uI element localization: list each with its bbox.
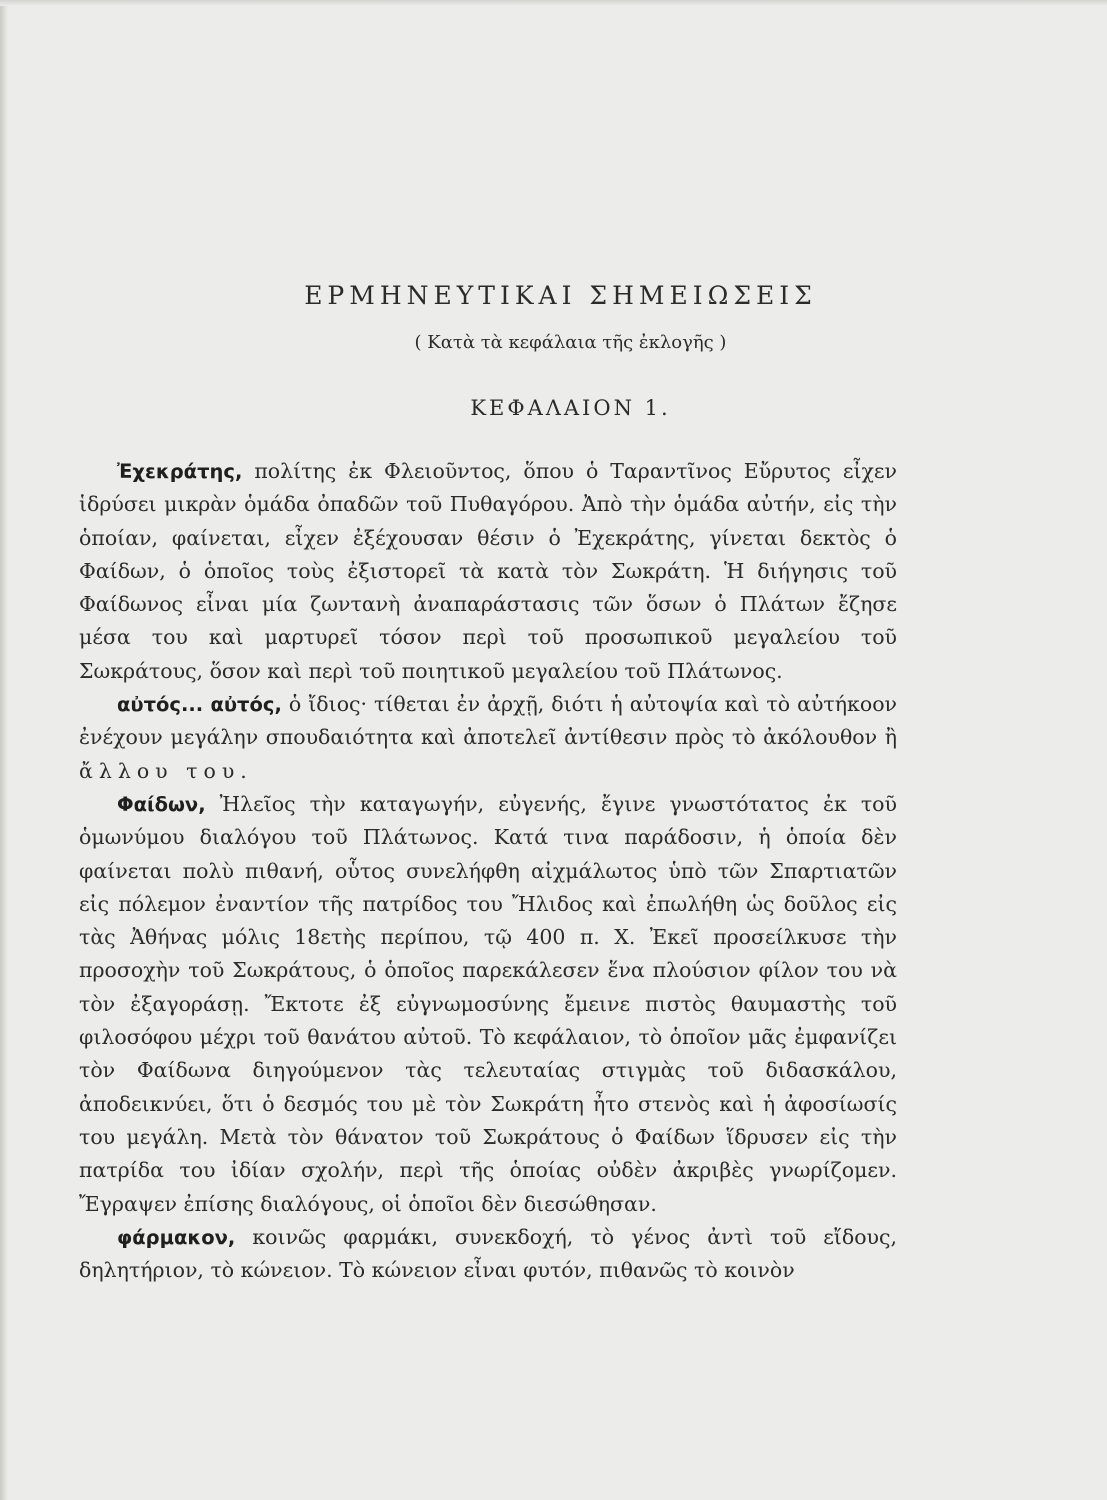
chapter-heading: ΚΕΦΑΛΑΙΟΝ 1. [470, 396, 671, 420]
paragraph-pharmakon [79, 1221, 897, 1288]
lemma-term: αὐτός... αὐτός, [117, 693, 282, 717]
page-edge-shadow [0, 0, 8, 1500]
lemma-term: Ἐχεκράτης, [117, 460, 243, 483]
paragraph-text: Ἠλεῖος τὴν καταγωγήν, εὐγενής, ἔγινε γνωστότατος ἐκ τοῦ ὁμωνύμου διαλόγου τοῦ Πλάτωνος. Κατά τινα παράδοσιν, ἡ ὁποία δὲν φαίνεται πολὺ πιθανή, οὗτος συνελήφθη αἰχμάλωτος ὑπὸ τῶν Σπαρτιατῶν εἰς πόλεμον ἐναντίον τῆς πατρίδος του Ἤλιδος καὶ ἐπωλήθη ὡς δοῦλος εἰς τὰς Ἀθήνας μόλις 18ετὴς περίπου, τῷ 400 π. Χ. Ἐκεῖ προσείλκυσε τὴν προσοχὴν τοῦ Σωκράτους, ὁ ὁποῖος παρεκάλεσεν ἕνα πλούσιον φίλον του νὰ τὸν ἐξαγοράσῃ. Ἔκτοτε ἐξ εὐγνωμοσύνης ἔμεινε πιστὸς θαυμαστὴς τοῦ φιλοσόφου μέχρι τοῦ θανάτου αὐτοῦ. Τὸ κεφάλαιον, τὸ ὁποῖον μᾶς ἐμφανίζει τὸν Φαίδωνα διηγούμενον τὰς τελευταίας στιγμὰς τοῦ διδασκάλου, ἀποδεικνύει, ὅτι ὁ δεσμός του μὲ τὸν Σωκράτη ἦτο στενὸς καὶ ἡ ἀφοσίωσίς του μεγάλη. Μετὰ τὸν θάνατον τοῦ Σωκράτους ὁ Φαίδων ἵδρυσεν εἰς τὴν πατρίδα του ἰδίαν σχολήν, περὶ τῆς ὁποίας οὐδὲν ἀκριβὲς γνωρίζομεν. Ἔγραψεν ἐπίσης διαλόγους, οἱ ὁποῖοι δὲν διεσώθησαν. [79, 791, 897, 1216]
paragraph-text: κοινῶς φαρμάκι, συνεκδοχή, τὸ γένος ἀντὶ τοῦ εἴδους, δηλητήριον, τὸ κώνειον. Τὸ κώνειον εἶναι φυτόν, πιθανῶς τὸ κοινὸν [79, 1224, 897, 1283]
page-subtitle: ( Κατὰ τὰ κεφάλαια τῆς ἐκλογῆς ) [414, 332, 727, 353]
paragraph-text: πολίτης ἐκ Φλειοῦντος, ὅπου ὁ Ταραντῖνος Εὔρυτος εἶχεν ἱδρύσει μικρὰν ὁμάδα ὀπαδῶν τοῦ Πυθαγόρου. Ἀπὸ τὴν ὁμάδα αὐτήν, εἰς τὴν ὁποίαν, φαίνεται, εἶχεν ἐξέχουσαν θέσιν ὁ Ἐχεκράτης, γίνεται δεκτὸς ὁ Φαίδων, ὁ ὁποῖος τοὺς ἐξιστορεῖ τὰ κατὰ τὸν Σωκράτη. Ἡ διήγησις τοῦ Φαίδωνος εἶναι μία ζωντανὴ ἀναπαράστασις τῶν ὅσων ὁ Πλάτων ἔζησε μέσα του καὶ μαρτυρεῖ τόσον περὶ τοῦ προσωπικοῦ μεγαλείου τοῦ Σωκράτους, ὅσον καὶ περὶ τοῦ ποιητικοῦ μεγαλείου τοῦ Πλάτωνος. [79, 459, 897, 683]
page-top-shadow [0, 0, 1107, 6]
lemma-term: Φαίδων, [117, 792, 206, 816]
spaced-phrase: ἄλλου του. [79, 758, 253, 783]
paragraph-text: ὁ ἴδιος· τίθεται ἐν ἀρχῇ, διότι ἡ αὐτοψία καὶ τὸ αὐτήκοον ἐνέχουν μεγάλην σπουδαιότητα καὶ ἀποτελεῖ ἀντίθεσιν πρὸς τὸ ἀκόλουθον ἢ [79, 692, 898, 750]
page-title: ΕΡΜΗΝΕΥΤΙΚΑΙ ΣΗΜΕΙΩΣΕΙΣ [304, 281, 817, 310]
commentary-body [79, 455, 897, 1287]
paragraph-autos [79, 688, 897, 788]
lemma-term: φάρμακον, [117, 1225, 236, 1249]
paragraph-phaidon [79, 788, 897, 1221]
paragraph-echekrates [79, 455, 897, 688]
